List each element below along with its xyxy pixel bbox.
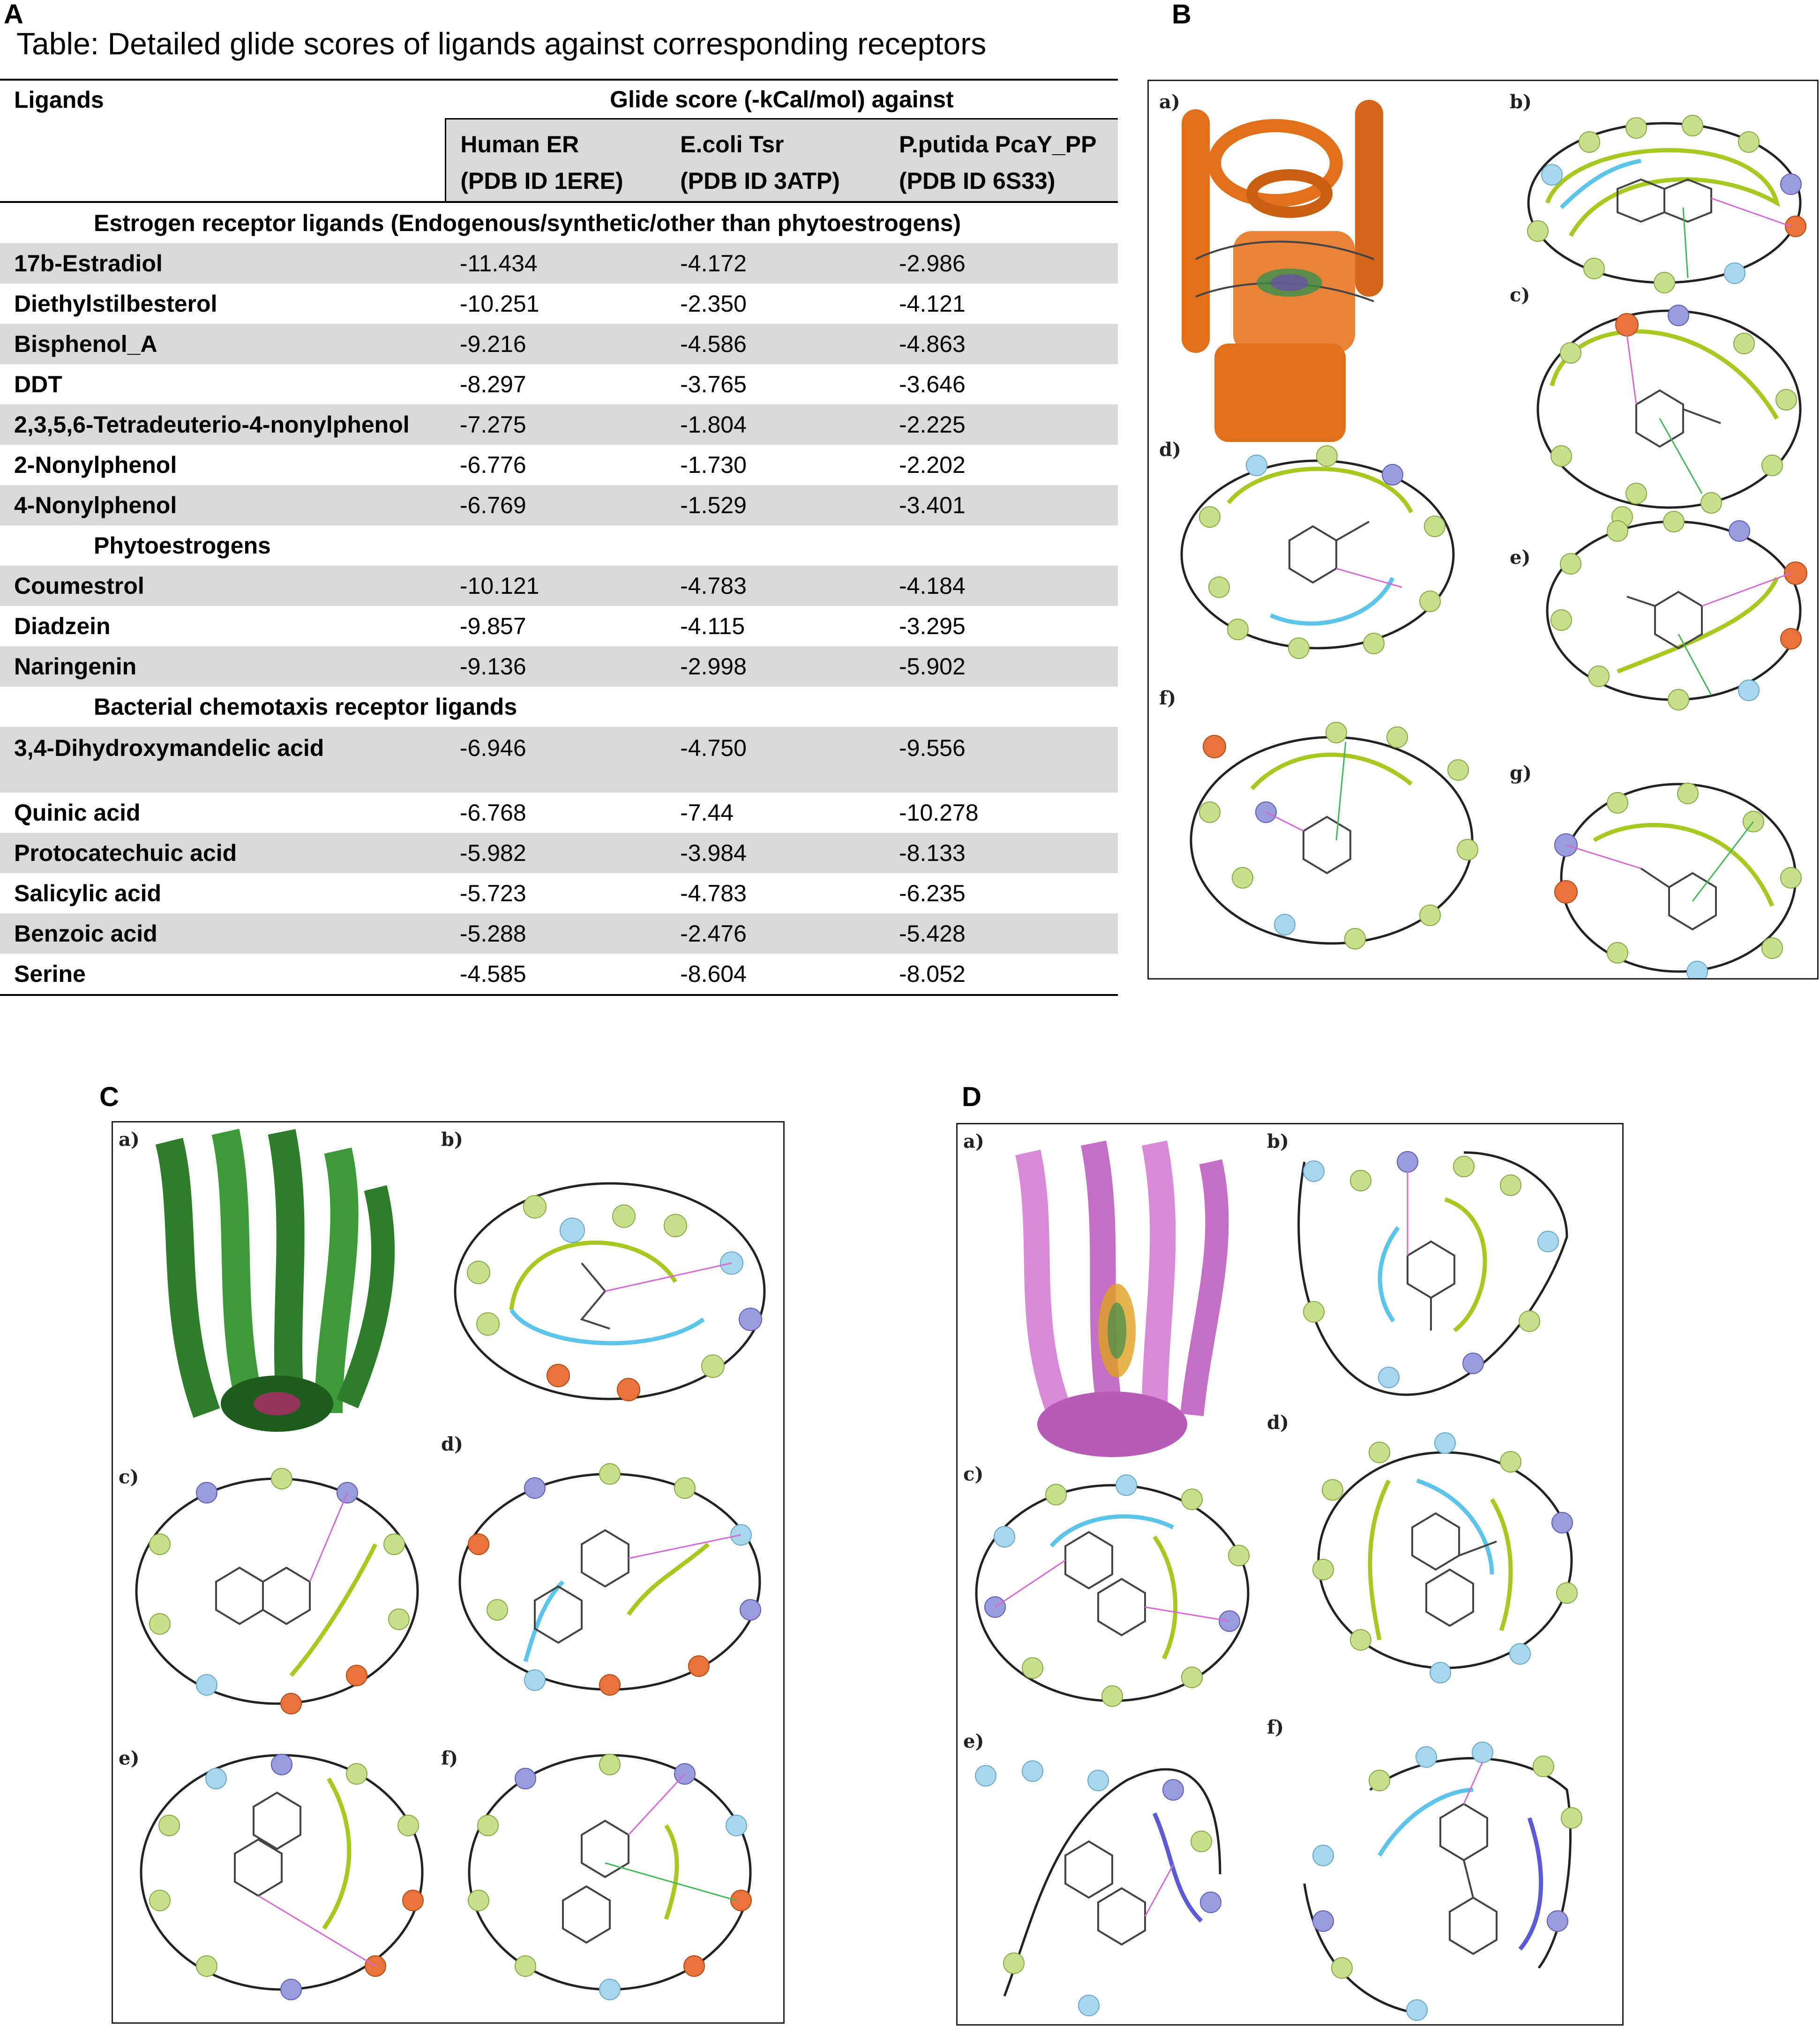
col-header-group: Glide score (-kCal/mol) against <box>610 86 954 112</box>
table-title: Table: Detailed glide scores of ligands against corresponding receptors <box>16 26 987 61</box>
cell-pputida-pcay: -5.902 <box>885 646 1118 687</box>
cell-ecoli-tsr: -4.115 <box>680 613 745 639</box>
table-row <box>0 606 1118 646</box>
table-row <box>0 833 1118 873</box>
fig-b-label-c: c) <box>1510 284 1530 306</box>
fig-c-interaction-map-c <box>136 1468 418 1714</box>
receptor-name: Human ER <box>460 131 579 157</box>
cell-pputida-pcay: -4.184 <box>885 566 1118 606</box>
figure-d-svg <box>958 1124 1622 2024</box>
fig-b-label-d: d) <box>1159 439 1181 461</box>
cell-ligand: Bisphenol_A <box>0 324 446 364</box>
cell-ligand: Diadzein <box>14 613 111 639</box>
cell-pputida-pcay: -4.863 <box>885 324 1118 364</box>
cell-human-er: -5.982 <box>446 833 666 873</box>
figure-b-svg <box>1149 81 1817 978</box>
cell-human-er: -5.288 <box>446 913 666 954</box>
table-row <box>0 445 1118 485</box>
table-section-row <box>0 202 1118 243</box>
fig-c-interaction-map-f <box>468 1754 751 2000</box>
cell-ecoli-tsr: -4.783 <box>680 880 747 906</box>
table-row <box>0 243 1118 284</box>
fig-c-interaction-map-e <box>141 1754 423 2000</box>
table-body <box>0 202 1118 995</box>
fig-c-label-a: a) <box>119 1129 140 1151</box>
fig-d-label-b: b) <box>1267 1130 1289 1152</box>
table-header-row <box>0 80 1118 119</box>
cell-human-er: -5.723 <box>459 880 526 906</box>
cell-ligand: Coumestrol <box>0 566 446 606</box>
panel-letter-b: B <box>1172 0 1191 30</box>
fig-d-interaction-map-e <box>975 1761 1221 2016</box>
cell-ligand: Protocatechuic acid <box>0 833 446 873</box>
cell-ecoli-tsr: -2.476 <box>666 913 885 954</box>
cell-ligand: DDT <box>14 371 62 397</box>
fig-b-label-g: g) <box>1510 762 1532 784</box>
cell-ligand: 4-Nonylphenol <box>0 485 446 525</box>
table-row <box>0 913 1118 954</box>
table-row <box>0 793 1118 833</box>
receptor-name: E.coli Tsr <box>680 131 784 157</box>
fig-b-interaction-map-b <box>1528 115 1806 293</box>
fig-d-label-f: f) <box>1267 1716 1284 1738</box>
fig-d-label-d: d) <box>1267 1412 1289 1434</box>
fig-c-protein-structure <box>169 1132 383 1432</box>
cell-pputida-pcay: -8.133 <box>885 833 1118 873</box>
cell-pputida-pcay: -2.225 <box>885 404 1118 445</box>
cell-ecoli-tsr: -1.804 <box>666 404 885 445</box>
fig-c-label-f: f) <box>441 1747 458 1769</box>
table-row <box>0 364 1118 404</box>
cell-human-er: -9.136 <box>446 646 666 687</box>
cell-pputida-pcay: -3.401 <box>885 485 1118 525</box>
fig-c-label-e: e) <box>119 1747 140 1769</box>
cell-ecoli-tsr: -7.44 <box>680 800 734 826</box>
col-header-human-er <box>446 119 666 202</box>
section-title: Phytoestrogens <box>94 532 271 559</box>
cell-ligand: Quinic acid <box>14 800 141 826</box>
col-header-ligands: Ligands <box>14 86 104 113</box>
fig-c-label-c: c) <box>119 1466 139 1488</box>
fig-c-label-d: d) <box>441 1433 463 1455</box>
panel-letter-c: C <box>99 1082 119 1112</box>
fig-c-label-b: b) <box>441 1129 463 1151</box>
table-subheader-row <box>0 119 1118 202</box>
cell-ligand: 2-Nonylphenol <box>14 452 177 478</box>
cell-ligand: 17b-Estradiol <box>0 243 446 284</box>
fig-b-label-f: f) <box>1159 687 1176 709</box>
figure-c-svg <box>113 1122 783 2022</box>
cell-human-er: -4.585 <box>459 961 526 987</box>
cell-human-er: -8.297 <box>459 371 526 397</box>
table-row <box>0 284 1118 324</box>
cell-human-er: -10.121 <box>446 566 666 606</box>
cell-pputida-pcay: -2.202 <box>899 452 966 478</box>
cell-human-er: -6.946 <box>446 727 666 793</box>
cell-human-er: -6.769 <box>446 485 666 525</box>
cell-pputida-pcay: -10.278 <box>899 800 979 826</box>
table-row <box>0 646 1118 687</box>
cell-ecoli-tsr: -4.586 <box>666 324 885 364</box>
cell-ecoli-tsr: -4.172 <box>666 243 885 284</box>
fig-b-interaction-map-c <box>1538 305 1800 527</box>
fig-d-interaction-map-b <box>1299 1152 1567 1395</box>
receptor-name: P.putida PcaY_PP <box>899 131 1097 157</box>
cell-pputida-pcay: -2.986 <box>885 243 1118 284</box>
cell-ecoli-tsr: -3.765 <box>680 371 747 397</box>
cell-human-er: -6.768 <box>459 800 526 826</box>
fig-b-protein-structure <box>1182 100 1383 442</box>
fig-d-interaction-map-d <box>1313 1433 1577 1683</box>
cell-human-er: -9.216 <box>446 324 666 364</box>
cell-pputida-pcay: -4.121 <box>899 291 966 317</box>
cell-ligand: 2,3,5,6-Tetradeuterio-4-nonylphenol <box>0 404 446 445</box>
table-row <box>0 954 1118 995</box>
table-row <box>0 873 1118 913</box>
receptor-pdb: (PDB ID 1ERE) <box>460 168 623 194</box>
cell-ecoli-tsr: -1.529 <box>666 485 885 525</box>
fig-d-interaction-map-f <box>1304 1742 1582 2020</box>
cell-pputida-pcay: -5.428 <box>885 913 1118 954</box>
cell-human-er: -6.776 <box>459 452 526 478</box>
fig-d-interaction-map-c <box>976 1475 1249 1706</box>
cell-pputida-pcay: -3.646 <box>899 371 966 397</box>
fig-d-label-c: c) <box>963 1463 984 1485</box>
table-row <box>0 566 1118 606</box>
cell-pputida-pcay: -8.052 <box>899 961 966 987</box>
table-section-row <box>0 687 1118 727</box>
receptor-pdb: (PDB ID 6S33) <box>899 168 1056 194</box>
cell-ligand: Salicylic acid <box>14 880 162 906</box>
cell-ecoli-tsr: -3.984 <box>666 833 885 873</box>
cell-ligand: Naringenin <box>0 646 446 687</box>
cell-human-er: -7.275 <box>446 404 666 445</box>
cell-ecoli-tsr: -1.730 <box>680 452 747 478</box>
table-row <box>0 324 1118 364</box>
cell-ligand: 3,4-Dihydroxymandelic acid <box>0 727 446 793</box>
fig-b-label-a: a) <box>1159 91 1180 113</box>
cell-ecoli-tsr: -8.604 <box>680 961 747 987</box>
cell-pputida-pcay: -9.556 <box>885 727 1118 793</box>
cell-ligand: Serine <box>14 961 86 987</box>
table-row <box>0 727 1118 793</box>
figure-b-er-docking <box>1147 80 1819 980</box>
panel-letter-a: A <box>4 0 23 30</box>
section-title: Bacterial chemotaxis receptor ligands <box>94 694 517 720</box>
figure-c-tsr-docking <box>112 1121 785 2024</box>
fig-b-label-b: b) <box>1510 91 1532 113</box>
fig-d-label-a: a) <box>963 1130 984 1152</box>
table-row <box>0 404 1118 445</box>
fig-b-interaction-map-f <box>1191 722 1478 949</box>
col-header-pputida-pcay <box>885 119 1118 202</box>
table-row <box>0 485 1118 525</box>
glide-score-table <box>0 79 1118 996</box>
fig-b-interaction-map-e <box>1547 511 1807 710</box>
fig-c-interaction-map-d <box>460 1464 761 1695</box>
panel-letter-d: D <box>962 1082 981 1112</box>
fig-b-interaction-map-g <box>1555 783 1801 978</box>
cell-ecoli-tsr: -2.350 <box>680 291 747 317</box>
cell-ecoli-tsr: -4.750 <box>666 727 885 793</box>
fig-c-interaction-map-b <box>455 1183 764 1401</box>
section-title: Estrogen receptor ligands (Endogenous/synthetic/other than phytoestrogens) <box>94 210 961 236</box>
fig-b-interaction-map-d <box>1182 446 1453 658</box>
fig-b-label-e: e) <box>1510 546 1531 568</box>
fig-d-protein-structure <box>1028 1143 1217 1457</box>
cell-human-er: -11.434 <box>446 243 666 284</box>
cell-ecoli-tsr: -4.783 <box>666 566 885 606</box>
fig-d-label-e: e) <box>963 1730 984 1752</box>
col-header-ecoli-tsr <box>666 119 885 202</box>
figure-d-pcay-docking <box>956 1123 1624 2026</box>
cell-ecoli-tsr: -2.998 <box>666 646 885 687</box>
cell-human-er: -9.857 <box>459 613 526 639</box>
receptor-pdb: (PDB ID 3ATP) <box>680 168 840 194</box>
cell-human-er: -10.251 <box>459 291 539 317</box>
cell-ligand: Benzoic acid <box>0 913 446 954</box>
cell-pputida-pcay: -6.235 <box>899 880 966 906</box>
cell-pputida-pcay: -3.295 <box>899 613 966 639</box>
col-header-blank <box>0 119 446 202</box>
cell-ligand: Diethylstilbesterol <box>14 291 217 317</box>
table-section-row <box>0 525 1118 566</box>
